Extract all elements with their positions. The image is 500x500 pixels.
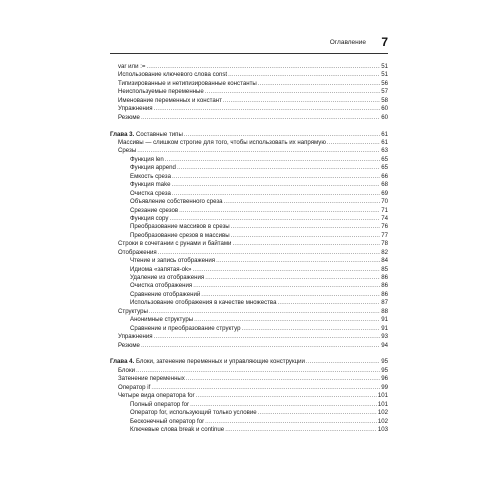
toc-page-number: 76 — [381, 223, 388, 231]
toc-page-number: 95 — [381, 366, 388, 374]
toc-entry-title — [130, 418, 204, 426]
toc-entry-text: Идиома «запятая-ok» — [130, 265, 192, 273]
toc-chapter-entry — [110, 131, 388, 139]
toc-entry — [110, 215, 388, 223]
toc-entry-title — [118, 384, 150, 392]
toc-entry-title — [130, 401, 189, 409]
toc-page-number: 57 — [381, 88, 388, 96]
toc-entry-text: Срезание срезов — [130, 206, 179, 214]
dot-leader — [232, 240, 380, 248]
toc-entry-text: Полный оператор for — [130, 400, 190, 408]
toc-entry-text: Использование отображения в качестве множества — [130, 299, 277, 307]
toc-entry-text: Преобразование массивов в срезы — [130, 223, 230, 231]
dot-leader — [205, 88, 380, 96]
toc-page-number: 93 — [381, 333, 388, 341]
toc-page-number: 84 — [381, 257, 388, 265]
dot-leader — [258, 409, 377, 417]
toc-entry-text: Типизированные и нетипизированные константы — [118, 79, 257, 87]
dot-leader — [154, 333, 381, 341]
toc-page-number: 95 — [381, 358, 388, 366]
toc-entry — [110, 325, 388, 333]
toc-page-number: 60 — [381, 105, 388, 113]
toc-page-number: 66 — [381, 172, 388, 180]
dot-leader — [258, 80, 380, 88]
toc-entry-title — [130, 156, 164, 164]
toc-entry-title — [118, 88, 204, 96]
toc-entry-text: Функция append — [130, 164, 176, 172]
toc-entry-text: Ключевые слова break и continue — [130, 425, 225, 433]
toc-entry — [110, 198, 388, 206]
toc-entry-title — [118, 342, 140, 350]
toc-entry-title — [130, 164, 176, 172]
toc-entry — [110, 173, 388, 181]
toc-page-number: 91 — [381, 324, 388, 332]
toc-entry-title — [130, 232, 230, 240]
dot-leader — [327, 139, 380, 147]
toc-entry — [110, 223, 388, 231]
toc-page-number: 87 — [381, 299, 388, 307]
dot-leader — [149, 308, 380, 316]
dot-leader — [177, 164, 380, 172]
toc-page-number: 86 — [381, 290, 388, 298]
toc-entry — [110, 409, 388, 417]
toc-entry-text: Емкость среза — [130, 172, 171, 180]
toc-entry — [110, 291, 388, 299]
toc-entry — [110, 418, 388, 426]
dot-leader — [192, 266, 380, 274]
toc-entry-title — [118, 249, 157, 257]
dot-leader — [186, 375, 380, 383]
toc-page-number: 101 — [377, 400, 388, 408]
dot-leader — [193, 282, 380, 290]
toc-entry — [110, 240, 388, 248]
toc-entry-title — [130, 190, 171, 198]
toc-entry-text: Оператор if — [118, 383, 151, 391]
toc-page-number: 51 — [381, 63, 388, 70]
toc-page-number: 51 — [381, 71, 388, 79]
dot-leader — [158, 249, 381, 257]
dot-leader — [196, 392, 377, 400]
toc-entry-text: Структуры — [118, 307, 148, 315]
toc-entry-text: Неиспользуемые переменные — [118, 88, 204, 96]
dot-leader — [231, 223, 381, 231]
toc-entry-title — [110, 358, 305, 366]
toc-entry — [110, 266, 388, 274]
dot-leader — [151, 384, 380, 392]
toc-entry-text: Срезы — [118, 147, 137, 155]
toc-entry-title — [118, 308, 148, 316]
toc-entry-title — [130, 282, 192, 290]
toc-page-number: 82 — [381, 248, 388, 256]
toc-entry — [110, 282, 388, 290]
toc-entry-title — [118, 97, 222, 105]
toc-page-number: 68 — [381, 181, 388, 189]
dot-leader — [194, 316, 380, 324]
dot-leader — [190, 401, 377, 409]
toc-entry — [110, 71, 388, 79]
toc-entry-title — [130, 291, 200, 299]
toc-entry — [110, 164, 388, 172]
toc-entry-text: Функция make — [130, 181, 171, 189]
chapter-number: Глава 4. — [110, 358, 135, 366]
toc-entry-text: Затенение переменных — [118, 375, 185, 383]
section-gap — [110, 350, 388, 359]
dot-leader — [216, 257, 380, 265]
toc-page-number: 86 — [381, 274, 388, 281]
toc-entry-text: Объявление собственного среза — [130, 198, 223, 206]
toc-page-number: 88 — [381, 307, 388, 315]
dot-leader — [141, 342, 380, 350]
dot-leader — [231, 232, 381, 240]
toc-page-number: 85 — [381, 265, 388, 273]
toc-entry-title — [118, 392, 195, 400]
toc-page-number: 63 — [381, 147, 388, 155]
chapter-number: Глава 3. — [110, 130, 135, 138]
toc-page-number: 99 — [381, 383, 388, 391]
toc-entry — [110, 190, 388, 198]
toc-entry-text: Четыре вида оператора for — [118, 392, 195, 400]
toc-entry-text: Функция len — [130, 155, 164, 163]
toc-entry-title — [130, 257, 215, 265]
toc-entry-title — [118, 240, 231, 248]
toc-entry-title — [110, 131, 183, 139]
toc-entry — [110, 139, 388, 147]
toc-entry-title — [130, 181, 171, 189]
toc-entry-text: Очистка среза — [130, 189, 171, 197]
toc-entry — [110, 367, 388, 375]
toc-entry-text: Именование переменных и констант — [118, 96, 222, 104]
toc-entry — [110, 426, 388, 434]
toc-entry-title — [118, 333, 153, 341]
toc-page-number: 65 — [381, 164, 388, 172]
toc-entry-title — [130, 316, 193, 324]
toc-page-number: 86 — [381, 282, 388, 290]
toc-entry-title — [118, 367, 135, 375]
toc-entry-text: Строки в сочетании с рунами и байтами — [118, 240, 232, 248]
dot-leader — [223, 97, 380, 105]
toc-entry-text: Сравнение отображений — [130, 290, 201, 298]
toc-page-number: 65 — [381, 155, 388, 163]
toc-entry-text: Очистка отображения — [130, 282, 193, 290]
toc-entry — [110, 375, 388, 383]
toc-page-number: 101 — [377, 392, 388, 400]
toc-page-number: 96 — [381, 375, 388, 383]
toc-page-number: 61 — [381, 139, 388, 146]
toc-page-number: 69 — [381, 189, 388, 197]
dot-leader — [172, 181, 381, 189]
toc-entry — [110, 156, 388, 164]
page-header — [110, 37, 388, 54]
toc-page-number: 102 — [377, 417, 388, 425]
dot-leader — [228, 71, 380, 79]
dot-leader — [201, 291, 380, 299]
toc-entry-text: Упражнения — [118, 333, 153, 341]
toc-entry-title — [130, 426, 224, 434]
toc-entry-title — [130, 198, 223, 206]
toc-page-number: 74 — [381, 214, 388, 222]
dot-leader — [179, 207, 380, 215]
toc-entry-text: Использование ключевого слова const — [118, 71, 228, 79]
toc-entry — [110, 384, 388, 392]
toc-entry — [110, 342, 388, 350]
toc-entry — [110, 63, 388, 71]
toc-entry — [110, 97, 388, 105]
toc-page-number: 94 — [381, 341, 388, 349]
toc-entry-text: Преобразование срезов в массивы — [130, 231, 230, 239]
toc-entry-title — [130, 215, 168, 223]
toc-entry-title — [130, 409, 257, 417]
toc-entry — [110, 232, 388, 240]
dot-leader — [136, 367, 380, 375]
toc-entry — [110, 392, 388, 400]
toc-page-number: 60 — [381, 113, 388, 121]
table-of-contents — [110, 63, 388, 434]
toc-entry — [110, 80, 388, 88]
toc-page-number: 91 — [381, 316, 388, 324]
toc-entry-title — [130, 266, 191, 274]
toc-entry-title — [130, 223, 230, 231]
toc-entry-title — [118, 63, 145, 71]
toc-entry-title — [118, 139, 326, 147]
toc-entry-title — [130, 207, 178, 215]
toc-page-number: 78 — [381, 240, 388, 248]
toc-entry-text: Сравнение и преобразование структур — [130, 324, 241, 332]
dot-leader — [165, 156, 380, 164]
toc-entry-title — [118, 375, 185, 383]
toc-entry-text: Бесконечный оператор for — [130, 417, 205, 425]
toc-entry — [110, 207, 388, 215]
toc-entry-text: Блоки, затенение переменных и управляющие конструкции — [134, 358, 305, 366]
toc-page-number: 103 — [377, 425, 388, 433]
dot-leader — [225, 426, 377, 434]
toc-page-number: 102 — [377, 409, 388, 417]
toc-entry-title — [118, 80, 257, 88]
toc-page-number: 71 — [381, 206, 388, 214]
toc-page-number: 58 — [381, 96, 388, 104]
toc-entry-title — [130, 325, 240, 333]
toc-entry-title — [130, 299, 276, 307]
toc-entry-text: Резюме — [118, 113, 140, 121]
toc-entry-title — [130, 173, 171, 181]
dot-leader — [172, 190, 380, 198]
toc-entry — [110, 274, 388, 282]
dot-leader — [154, 105, 381, 113]
dot-leader — [277, 299, 380, 307]
toc-entry — [110, 308, 388, 316]
dot-leader — [137, 147, 380, 155]
toc-entry — [110, 257, 388, 265]
toc-entry-text: Функция copy — [130, 214, 169, 222]
toc-page-number: 56 — [381, 79, 388, 87]
toc-entry-text: var или := — [118, 63, 146, 70]
section-gap — [110, 122, 388, 131]
toc-entry-text: Оператор for, использующий только условие — [130, 409, 257, 417]
dot-leader — [306, 358, 380, 366]
toc-entry-text: Составные типы — [134, 130, 183, 138]
toc-page-number: 61 — [381, 130, 388, 138]
toc-entry-text: Отображения — [118, 248, 157, 256]
dot-leader — [205, 418, 377, 426]
dot-leader — [224, 198, 381, 206]
toc-entry — [110, 299, 388, 307]
toc-entry — [110, 114, 388, 122]
toc-entry-text: Анонимные структуры — [130, 316, 194, 324]
toc-entry-text: Блоки — [118, 366, 136, 374]
toc-entry-title — [130, 274, 204, 282]
dot-leader — [169, 215, 380, 223]
running-title: Оглавление — [329, 39, 366, 46]
toc-entry-text: Резюме — [118, 341, 140, 349]
toc-entry — [110, 88, 388, 96]
toc-entry — [110, 147, 388, 155]
toc-entry-text: Чтение и запись отображения — [130, 257, 216, 265]
dot-leader — [205, 274, 380, 282]
dot-leader — [172, 173, 380, 181]
toc-entry — [110, 105, 388, 113]
dot-leader — [146, 63, 380, 71]
toc-entry — [110, 181, 388, 189]
toc-entry-title — [118, 147, 136, 155]
toc-entry-title — [118, 105, 153, 113]
toc-entry-title — [118, 71, 227, 79]
dot-leader — [184, 131, 380, 139]
dot-leader — [241, 325, 380, 333]
page-number: 7 — [381, 35, 388, 49]
toc-entry — [110, 316, 388, 324]
toc-entry-text: Упражнения — [118, 105, 153, 113]
toc-page-number: 77 — [381, 231, 388, 239]
toc-entry-text: Массивы — слишком строгие для того, чтобы использовать их напрямую — [118, 139, 326, 146]
dot-leader — [141, 114, 380, 122]
toc-entry — [110, 333, 388, 341]
toc-entry-title — [118, 114, 140, 122]
toc-entry — [110, 249, 388, 257]
toc-entry — [110, 401, 388, 409]
toc-page-number: 70 — [381, 198, 388, 206]
toc-chapter-entry — [110, 358, 388, 366]
toc-entry-text: Удаление из отображения — [130, 274, 205, 281]
